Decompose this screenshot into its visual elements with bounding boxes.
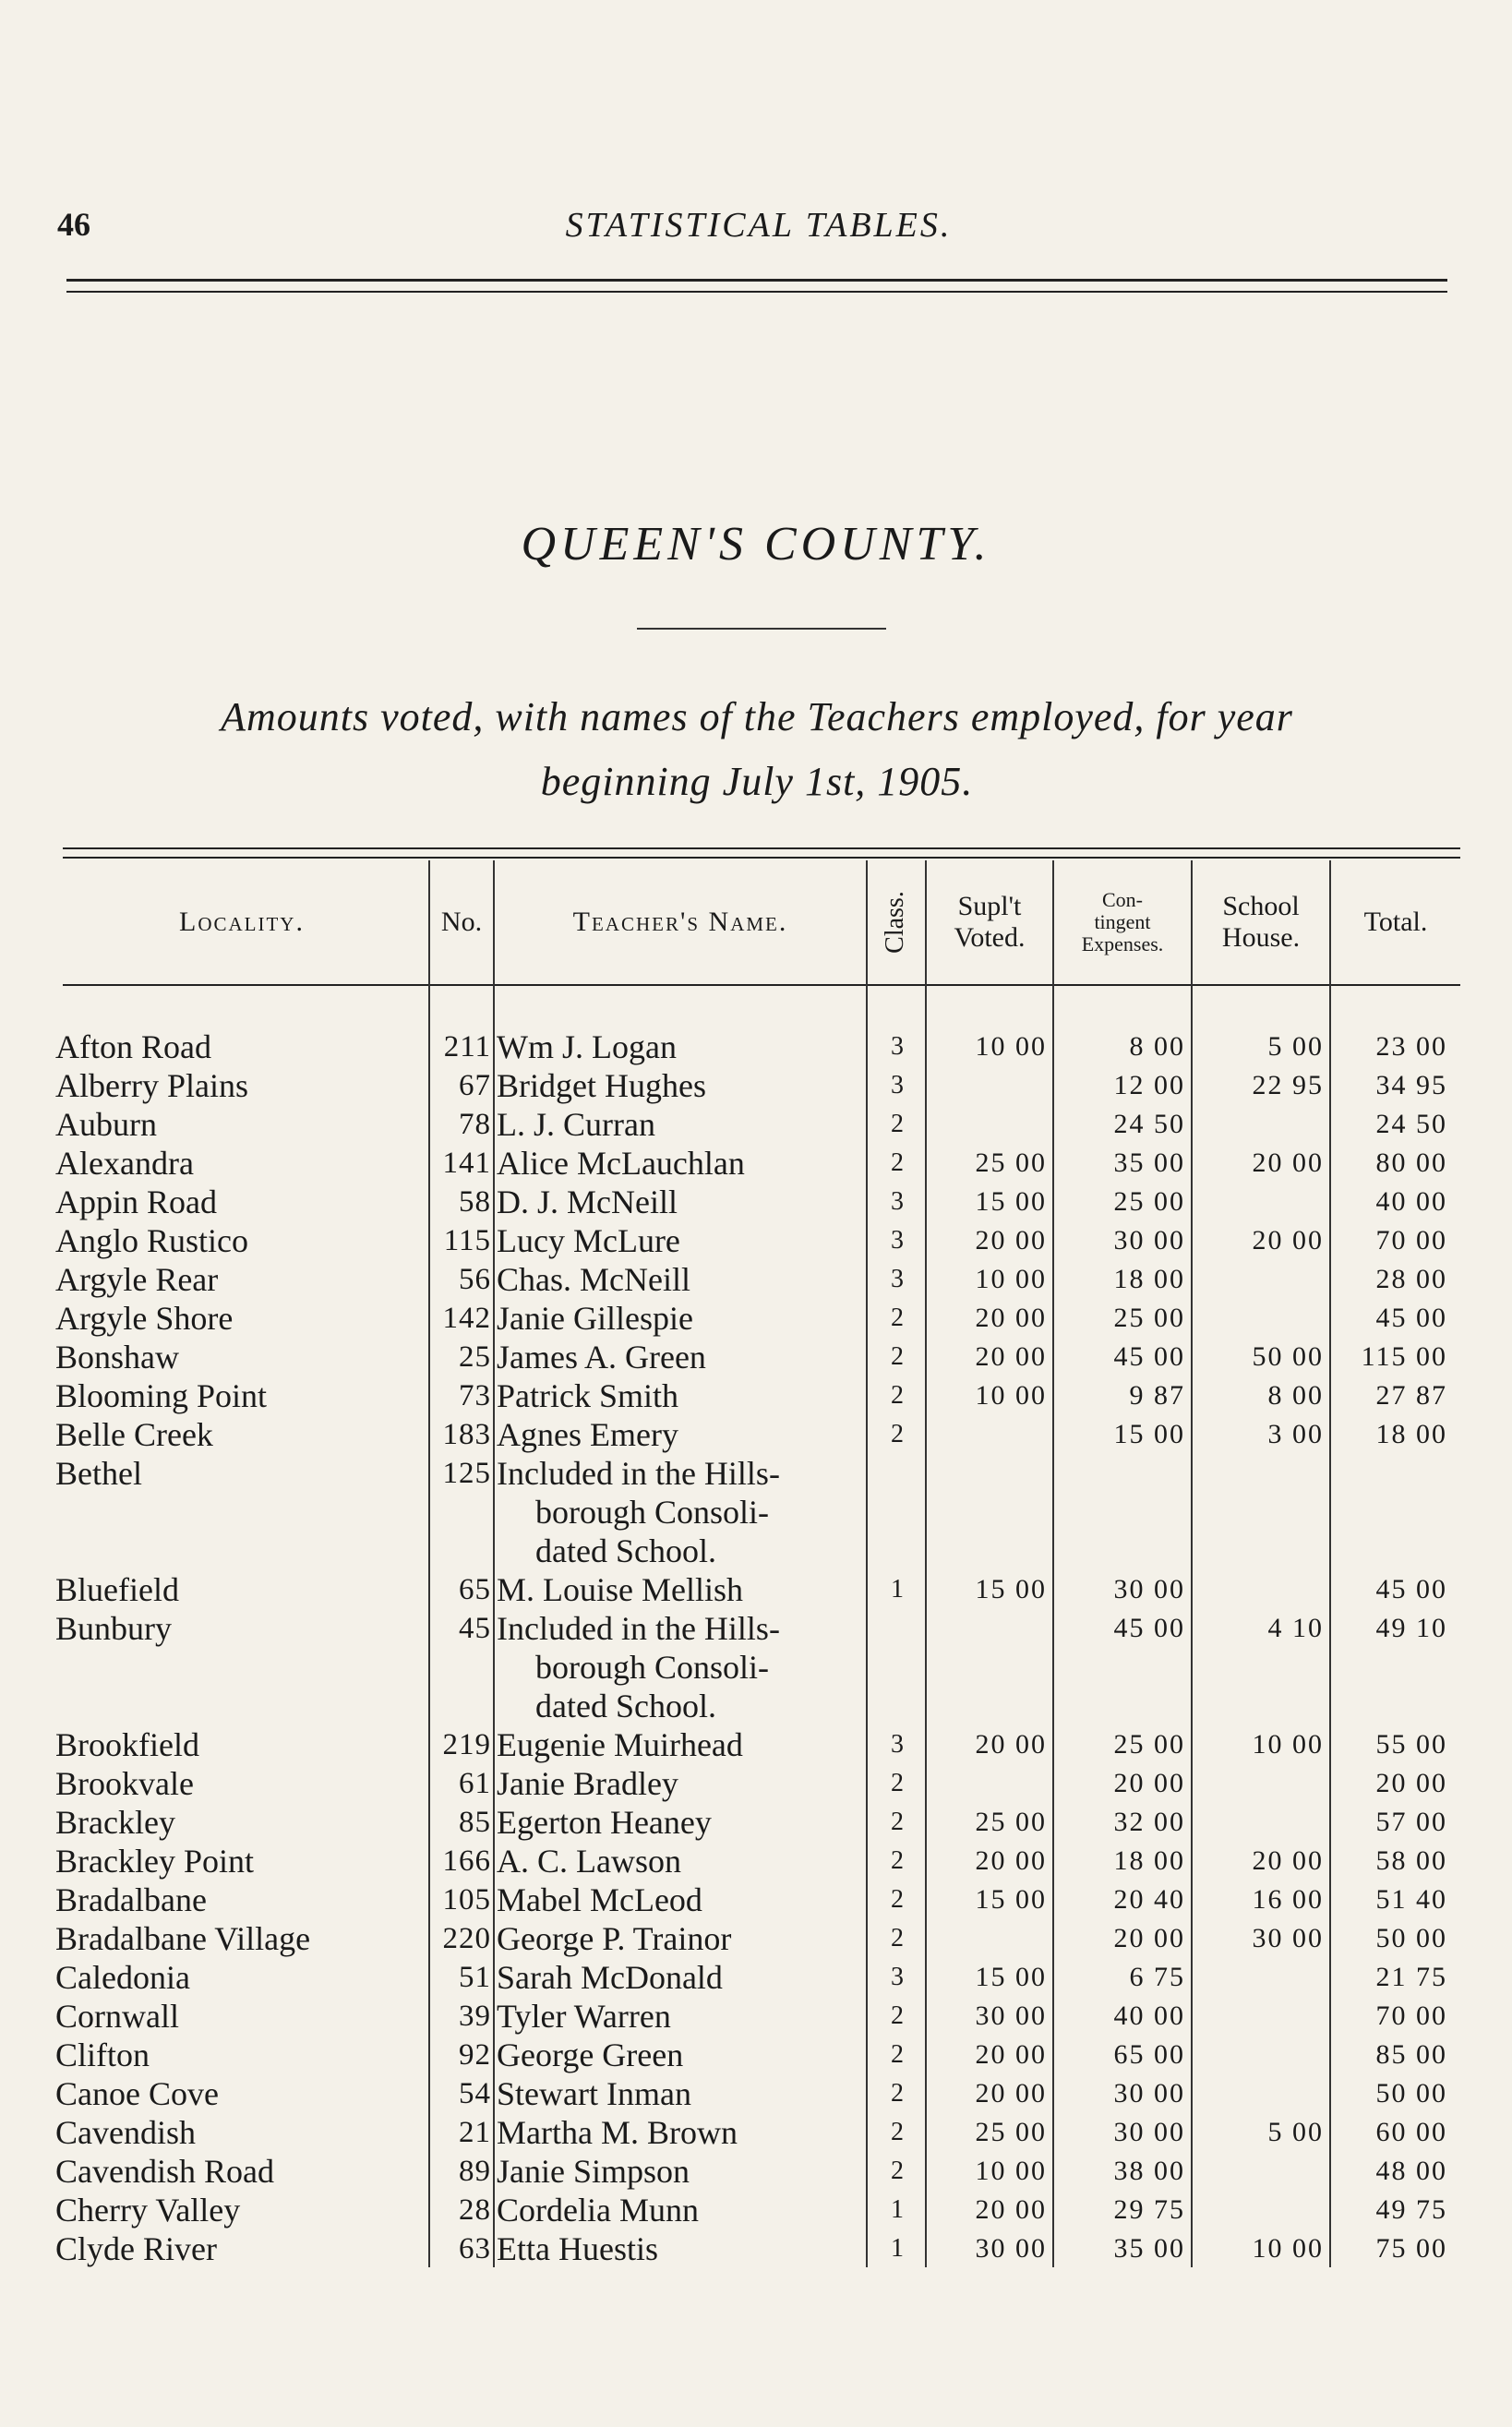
teacher-name-cell: Janie Simpson xyxy=(497,2153,690,2190)
locality-cell: Alexandra xyxy=(55,1145,194,1182)
teacher-name-cell: Mabel McLeod xyxy=(497,1881,702,1918)
class-cell: 1 xyxy=(891,1575,904,1604)
total-cell: 70 00 xyxy=(1375,2000,1447,2031)
suplt-voted-cell: 10 00 xyxy=(975,2156,1047,2186)
school-house-cell: 20 00 xyxy=(1252,1147,1324,1178)
locality-cell: Appin Road xyxy=(55,1183,217,1220)
school-number-cell: 89 xyxy=(459,2155,491,2188)
suplt-voted-cell: 30 00 xyxy=(975,2233,1047,2264)
total-cell: 115 00 xyxy=(1361,1341,1447,1372)
teacher-name-cell: Janie Bradley xyxy=(497,1765,678,1802)
total-cell: 80 00 xyxy=(1375,1147,1447,1178)
table-row xyxy=(0,1919,1512,1958)
school-number-cell: 54 xyxy=(459,2077,491,2110)
class-cell: 1 xyxy=(891,2195,904,2224)
school-number-cell: 78 xyxy=(459,1108,491,1141)
total-cell: 28 00 xyxy=(1375,1264,1447,1294)
locality-cell: Blooming Point xyxy=(55,1377,268,1414)
teacher-name-continuation: dated School. xyxy=(535,1688,716,1724)
teacher-name-cell: Tyler Warren xyxy=(497,1998,671,2035)
class-cell: 2 xyxy=(891,1420,904,1448)
table-row xyxy=(0,2191,1512,2229)
running-title: STATISTICAL TABLES. xyxy=(565,206,953,245)
locality-cell: Argyle Rear xyxy=(55,1261,219,1298)
school-number-cell: 211 xyxy=(443,1030,491,1063)
class-cell: 3 xyxy=(891,1265,904,1293)
table-header-rule xyxy=(63,984,1460,986)
suplt-voted-cell: 20 00 xyxy=(975,1341,1047,1372)
column-header-suplt-voted: Supl't Voted. xyxy=(954,891,1026,953)
teacher-name-cell: Included in the Hills- xyxy=(497,1610,780,1647)
teacher-name-cell: Agnes Emery xyxy=(497,1416,678,1453)
table-row xyxy=(0,1803,1512,1842)
contingent-expenses-cell: 30 00 xyxy=(1113,1225,1185,1256)
total-cell: 55 00 xyxy=(1375,1729,1447,1760)
table-row xyxy=(0,2036,1512,2074)
locality-cell: Cavendish Road xyxy=(55,2153,274,2190)
class-cell: 2 xyxy=(891,1148,904,1177)
locality-cell: Bunbury xyxy=(55,1610,172,1647)
teacher-name-cell: Etta Huestis xyxy=(497,2230,658,2267)
teacher-name-cell: Lucy McLure xyxy=(497,1222,680,1259)
contingent-expenses-cell: 35 00 xyxy=(1113,2233,1185,2264)
class-cell: 2 xyxy=(891,2001,904,2030)
table-row xyxy=(0,1609,1512,1648)
school-number-cell: 115 xyxy=(443,1224,491,1257)
total-cell: 70 00 xyxy=(1375,1225,1447,1256)
suplt-voted-cell: 20 00 xyxy=(975,1845,1047,1876)
school-number-cell: 220 xyxy=(442,1922,491,1955)
school-number-cell: 65 xyxy=(459,1573,491,1606)
class-cell: 2 xyxy=(891,2079,904,2108)
class-cell: 2 xyxy=(891,1885,904,1914)
suplt-voted-cell: 20 00 xyxy=(975,2078,1047,2109)
locality-cell: Brookvale xyxy=(55,1765,194,1802)
locality-cell: Argyle Shore xyxy=(55,1300,234,1337)
school-house-cell: 50 00 xyxy=(1252,1341,1324,1372)
school-house-cell: 5 00 xyxy=(1267,2117,1324,2147)
school-house-cell: 3 00 xyxy=(1267,1419,1324,1449)
suplt-voted-cell: 15 00 xyxy=(975,1574,1047,1604)
class-cell: 2 xyxy=(891,1342,904,1371)
school-number-cell: 92 xyxy=(459,2038,491,2072)
school-number-cell: 105 xyxy=(442,1883,491,1916)
contingent-expenses-cell: 25 00 xyxy=(1113,1303,1185,1333)
suplt-voted-cell: 20 00 xyxy=(975,1303,1047,1333)
table-row xyxy=(0,1105,1512,1144)
locality-cell: Bethel xyxy=(55,1455,142,1492)
class-cell: 2 xyxy=(891,2040,904,2069)
header-double-rule xyxy=(66,279,1447,293)
total-cell: 48 00 xyxy=(1375,2156,1447,2186)
locality-cell: Brookfield xyxy=(55,1726,199,1763)
school-number-cell: 183 xyxy=(442,1418,491,1451)
school-number-cell: 125 xyxy=(442,1457,491,1490)
table-row xyxy=(0,1842,1512,1880)
contingent-expenses-cell: 65 00 xyxy=(1113,2039,1185,2070)
class-cell: 2 xyxy=(891,1808,904,1836)
teacher-name-continuation: borough Consoli- xyxy=(535,1649,770,1686)
school-house-cell: 20 00 xyxy=(1252,1845,1324,1876)
total-cell: 18 00 xyxy=(1375,1419,1447,1449)
locality-cell: Cavendish xyxy=(55,2114,196,2151)
school-house-cell: 30 00 xyxy=(1252,1923,1324,1953)
contingent-expenses-cell: 6 75 xyxy=(1129,1962,1185,1992)
school-house-cell: 10 00 xyxy=(1252,2233,1324,2264)
contingent-expenses-cell: 9 87 xyxy=(1129,1380,1185,1411)
class-cell: 2 xyxy=(891,1846,904,1875)
table-row xyxy=(0,1221,1512,1260)
table-row xyxy=(0,1415,1512,1454)
suplt-voted-cell: 10 00 xyxy=(975,1380,1047,1411)
column-header-class: Class. xyxy=(881,891,909,954)
class-cell: 2 xyxy=(891,1769,904,1797)
school-number-cell: 67 xyxy=(459,1069,491,1102)
locality-cell: Bluefield xyxy=(55,1571,179,1608)
teacher-name-cell: Stewart Inman xyxy=(497,2075,691,2112)
class-cell: 2 xyxy=(891,2157,904,2185)
suplt-voted-cell: 20 00 xyxy=(975,1225,1047,1256)
school-house-cell: 4 10 xyxy=(1267,1613,1324,1643)
school-house-cell: 5 00 xyxy=(1267,1031,1324,1062)
table-row xyxy=(0,1376,1512,1415)
county-title: QUEEN'S COUNTY. xyxy=(521,518,991,571)
total-cell: 58 00 xyxy=(1375,1845,1447,1876)
table-row xyxy=(0,1880,1512,1919)
school-house-cell: 8 00 xyxy=(1267,1380,1324,1411)
school-number-cell: 61 xyxy=(459,1767,491,1800)
suplt-voted-cell: 15 00 xyxy=(975,1186,1047,1217)
table-row xyxy=(0,2229,1512,2268)
column-header-total: Total. xyxy=(1363,907,1428,937)
caption-line-2: beginning July 1st, 1905. xyxy=(540,759,974,804)
locality-cell: Canoe Cove xyxy=(55,2075,219,2112)
total-cell: 34 95 xyxy=(1375,1070,1447,1100)
teacher-name-continuation: dated School. xyxy=(535,1532,716,1569)
school-number-cell: 45 xyxy=(459,1612,491,1645)
class-cell: 3 xyxy=(891,1226,904,1255)
table-row xyxy=(0,1454,1512,1493)
contingent-expenses-cell: 29 75 xyxy=(1113,2194,1185,2225)
contingent-expenses-cell: 32 00 xyxy=(1113,1807,1185,1837)
table-caption xyxy=(102,685,1412,814)
contingent-expenses-cell: 30 00 xyxy=(1113,2078,1185,2109)
locality-cell: Bradalbane xyxy=(55,1881,207,1918)
contingent-expenses-cell: 25 00 xyxy=(1113,1186,1185,1217)
class-cell: 3 xyxy=(891,1963,904,1991)
table-row xyxy=(0,2113,1512,2152)
total-cell: 24 50 xyxy=(1375,1109,1447,1139)
class-cell: 2 xyxy=(891,1110,904,1138)
school-house-cell: 10 00 xyxy=(1252,1729,1324,1760)
locality-cell: Cherry Valley xyxy=(55,2192,241,2229)
locality-cell: Clyde River xyxy=(55,2230,217,2267)
locality-cell: Caledonia xyxy=(55,1959,190,1996)
teacher-name-cell: Included in the Hills- xyxy=(497,1455,780,1492)
title-divider xyxy=(637,628,886,630)
class-cell: 3 xyxy=(891,1071,904,1099)
teacher-name-cell: Patrick Smith xyxy=(497,1377,678,1414)
school-number-cell: 142 xyxy=(442,1302,491,1335)
teacher-name-cell: Egerton Heaney xyxy=(497,1804,712,1841)
teacher-name-cell: George P. Trainor xyxy=(497,1920,732,1957)
teacher-name-cell: M. Louise Mellish xyxy=(497,1571,743,1608)
suplt-voted-cell: 25 00 xyxy=(975,1807,1047,1837)
table-row xyxy=(0,1958,1512,1997)
school-number-cell: 141 xyxy=(442,1147,491,1180)
class-cell: 2 xyxy=(891,1381,904,1410)
suplt-voted-cell: 25 00 xyxy=(975,2117,1047,2147)
teacher-name-cell: L. J. Curran xyxy=(497,1106,655,1143)
school-number-cell: 25 xyxy=(459,1340,491,1374)
total-cell: 50 00 xyxy=(1375,1923,1447,1953)
school-number-cell: 56 xyxy=(459,1263,491,1296)
table-row xyxy=(0,1144,1512,1183)
total-cell: 60 00 xyxy=(1375,2117,1447,2147)
contingent-expenses-cell: 18 00 xyxy=(1113,1845,1185,1876)
suplt-voted-cell: 15 00 xyxy=(975,1962,1047,1992)
class-cell: 3 xyxy=(891,1730,904,1759)
table-row xyxy=(0,1997,1512,2036)
teacher-name-cell: Janie Gillespie xyxy=(497,1300,693,1337)
class-cell: 3 xyxy=(891,1187,904,1216)
table-row xyxy=(0,1299,1512,1338)
locality-cell: Afton Road xyxy=(55,1028,211,1065)
locality-cell: Auburn xyxy=(55,1106,157,1143)
school-number-cell: 28 xyxy=(459,2193,491,2227)
total-cell: 57 00 xyxy=(1375,1807,1447,1837)
locality-cell: Anglo Rustico xyxy=(55,1222,249,1259)
table-row xyxy=(0,1183,1512,1221)
locality-cell: Bonshaw xyxy=(55,1339,179,1376)
school-number-cell: 73 xyxy=(459,1379,491,1412)
contingent-expenses-cell: 20 00 xyxy=(1113,1768,1185,1798)
school-number-cell: 58 xyxy=(459,1185,491,1219)
locality-cell: Clifton xyxy=(55,2037,150,2073)
school-house-cell: 22 95 xyxy=(1252,1070,1324,1100)
contingent-expenses-cell: 18 00 xyxy=(1113,1264,1185,1294)
suplt-voted-cell: 30 00 xyxy=(975,2000,1047,2031)
table-top-rule xyxy=(63,847,1460,859)
table-row xyxy=(0,2074,1512,2113)
suplt-voted-cell: 20 00 xyxy=(975,2039,1047,2070)
column-header-no: No. xyxy=(440,907,483,937)
total-cell: 75 00 xyxy=(1375,2233,1447,2264)
total-cell: 23 00 xyxy=(1375,1031,1447,1062)
total-cell: 20 00 xyxy=(1375,1768,1447,1798)
total-cell: 21 75 xyxy=(1375,1962,1447,1992)
locality-cell: Cornwall xyxy=(55,1998,179,2035)
teacher-name-continuation: borough Consoli- xyxy=(535,1494,770,1531)
suplt-voted-cell: 20 00 xyxy=(975,2194,1047,2225)
contingent-expenses-cell: 20 40 xyxy=(1113,1884,1185,1915)
contingent-expenses-cell: 30 00 xyxy=(1113,1574,1185,1604)
running-head xyxy=(57,205,1460,251)
table-row xyxy=(0,1338,1512,1376)
column-header-school-house: School House. xyxy=(1221,891,1301,953)
school-number-cell: 219 xyxy=(442,1728,491,1761)
school-number-cell: 51 xyxy=(459,1961,491,1994)
total-cell: 49 75 xyxy=(1375,2194,1447,2225)
contingent-expenses-cell: 40 00 xyxy=(1113,2000,1185,2031)
teacher-name-cell: D. J. McNeill xyxy=(497,1183,678,1220)
contingent-expenses-cell: 30 00 xyxy=(1113,2117,1185,2147)
total-cell: 51 40 xyxy=(1375,1884,1447,1915)
teacher-name-cell: Martha M. Brown xyxy=(497,2114,738,2151)
table-row xyxy=(0,1260,1512,1299)
teacher-name-cell: George Green xyxy=(497,2037,684,2073)
column-header-locality: Locality. xyxy=(179,907,305,937)
teacher-name-cell: Bridget Hughes xyxy=(497,1067,706,1104)
locality-cell: Belle Creek xyxy=(55,1416,213,1453)
table-row xyxy=(0,1066,1512,1105)
teacher-name-cell: Sarah McDonald xyxy=(497,1959,723,1996)
locality-cell: Brackley Point xyxy=(55,1843,254,1880)
contingent-expenses-cell: 35 00 xyxy=(1113,1147,1185,1178)
class-cell: 1 xyxy=(891,2234,904,2263)
suplt-voted-cell: 10 00 xyxy=(975,1264,1047,1294)
total-cell: 49 10 xyxy=(1375,1613,1447,1643)
contingent-expenses-cell: 15 00 xyxy=(1113,1419,1185,1449)
table-row xyxy=(0,1725,1512,1764)
contingent-expenses-cell: 38 00 xyxy=(1113,2156,1185,2186)
table-row xyxy=(0,1764,1512,1803)
caption-line-1: Amounts voted, with names of the Teachers employed, for year xyxy=(221,694,1293,739)
teacher-name-cell: Chas. McNeill xyxy=(497,1261,690,1298)
locality-cell: Brackley xyxy=(55,1804,175,1841)
teacher-name-cell: Wm J. Logan xyxy=(497,1028,677,1065)
suplt-voted-cell: 20 00 xyxy=(975,1729,1047,1760)
suplt-voted-cell: 10 00 xyxy=(975,1031,1047,1062)
page-number: 46 xyxy=(57,206,90,243)
table-row xyxy=(0,2152,1512,2191)
table-row xyxy=(0,1570,1512,1609)
suplt-voted-cell: 25 00 xyxy=(975,1147,1047,1178)
school-house-cell: 16 00 xyxy=(1252,1884,1324,1915)
school-number-cell: 63 xyxy=(459,2232,491,2265)
class-cell: 2 xyxy=(891,1924,904,1952)
teacher-name-cell: Alice McLauchlan xyxy=(497,1145,745,1182)
class-cell: 3 xyxy=(891,1032,904,1061)
class-cell: 2 xyxy=(891,2118,904,2146)
contingent-expenses-cell: 45 00 xyxy=(1113,1613,1185,1643)
teacher-name-cell: James A. Green xyxy=(497,1339,706,1376)
contingent-expenses-cell: 12 00 xyxy=(1113,1070,1185,1100)
locality-cell: Alberry Plains xyxy=(55,1067,248,1104)
total-cell: 40 00 xyxy=(1375,1186,1447,1217)
total-cell: 45 00 xyxy=(1375,1303,1447,1333)
suplt-voted-cell: 15 00 xyxy=(975,1884,1047,1915)
contingent-expenses-cell: 20 00 xyxy=(1113,1923,1185,1953)
school-house-cell: 20 00 xyxy=(1252,1225,1324,1256)
class-cell: 2 xyxy=(891,1304,904,1332)
school-number-cell: 85 xyxy=(459,1806,491,1839)
column-header-contingent-expenses: Con- tingent Expenses. xyxy=(1081,888,1164,955)
school-number-cell: 166 xyxy=(442,1844,491,1878)
total-cell: 27 87 xyxy=(1375,1380,1447,1411)
locality-cell: Bradalbane Village xyxy=(55,1920,311,1957)
contingent-expenses-cell: 25 00 xyxy=(1113,1729,1185,1760)
table-row xyxy=(0,1027,1512,1066)
teacher-name-cell: Cordelia Munn xyxy=(497,2192,699,2229)
column-header-teacher: Teacher's Name. xyxy=(572,907,788,937)
school-number-cell: 21 xyxy=(459,2116,491,2149)
total-cell: 50 00 xyxy=(1375,2078,1447,2109)
teacher-name-cell: Eugenie Muirhead xyxy=(497,1726,743,1763)
contingent-expenses-cell: 45 00 xyxy=(1113,1341,1185,1372)
total-cell: 85 00 xyxy=(1375,2039,1447,2070)
contingent-expenses-cell: 8 00 xyxy=(1129,1031,1185,1062)
total-cell: 45 00 xyxy=(1375,1574,1447,1604)
school-number-cell: 39 xyxy=(459,2000,491,2033)
teacher-name-cell: A. C. Lawson xyxy=(497,1843,681,1880)
contingent-expenses-cell: 24 50 xyxy=(1113,1109,1185,1139)
